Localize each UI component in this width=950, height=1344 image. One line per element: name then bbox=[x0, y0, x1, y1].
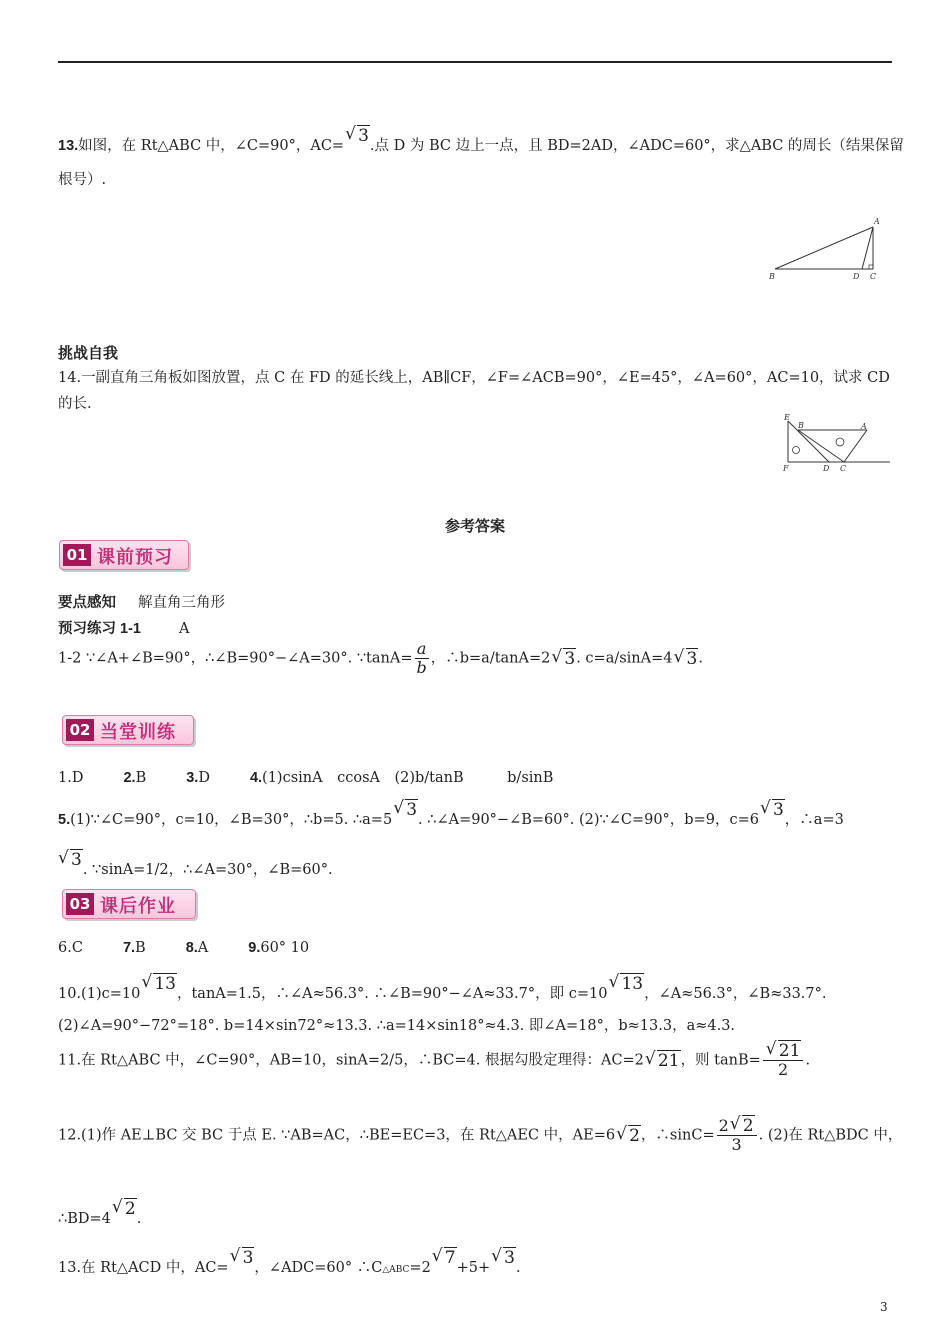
text: ，∠ADC=60° ∴C bbox=[254, 1260, 383, 1276]
fraction: $\frac{a}{b}$ bbox=[416, 639, 427, 677]
sqrt: √ 3 bbox=[345, 126, 370, 146]
homework-answer-10-part2: (2)∠A=90°−72°=18°. b=14×sin72°≈13.3. ∴a=14×sin18°≈4.3. 即∠A=18°，b≈13.3，a≈4.3. bbox=[58, 1018, 736, 1034]
homework-answers-6-9 bbox=[58, 940, 309, 956]
section-badge-01 bbox=[59, 540, 189, 570]
figure-13 bbox=[765, 215, 890, 285]
answer-2: B bbox=[135, 770, 147, 786]
label-A: A bbox=[861, 422, 867, 431]
number: 5. bbox=[58, 812, 71, 828]
number: 8. bbox=[185, 940, 198, 956]
question-number: 13. bbox=[58, 138, 79, 154]
text: ∴BD=4 bbox=[58, 1211, 111, 1227]
section-badge-02 bbox=[62, 715, 194, 745]
answer-3: D bbox=[198, 770, 210, 786]
text: ，tanA=1.5，∴∠A≈56.3°. ∴∠B=90°−∠A≈33.7°，即 c=10 bbox=[176, 986, 608, 1002]
badge-title: 课后作业 bbox=[100, 896, 176, 917]
label-D: D bbox=[853, 272, 860, 281]
sqrt: √ 2 bbox=[616, 1127, 641, 1145]
answer-8: A bbox=[197, 940, 209, 956]
badge-number: 02 bbox=[66, 719, 94, 741]
sqrt: √ 13 bbox=[141, 974, 177, 994]
text: . bbox=[805, 1052, 811, 1069]
section-badge-03 bbox=[62, 889, 196, 919]
homework-answer-13 bbox=[58, 1248, 521, 1277]
page-number: 3 bbox=[880, 1300, 888, 1314]
question-13 bbox=[58, 126, 904, 155]
number: 2. bbox=[123, 770, 136, 786]
sqrt: √ 3 bbox=[491, 1248, 516, 1268]
answer-9: 60° 10 bbox=[260, 940, 310, 956]
text: +5+ bbox=[456, 1260, 491, 1276]
text: . bbox=[136, 1211, 142, 1227]
subscript: △ABC bbox=[382, 1265, 410, 1275]
label-C: C bbox=[870, 272, 877, 281]
text: . ∵sinA=1/2，∴∠A=30°，∠B=60°. bbox=[82, 862, 333, 878]
sqrt: √ 3 bbox=[393, 800, 418, 820]
question-14-cont: 的长. bbox=[58, 396, 92, 412]
value: 解直角三角形 bbox=[138, 595, 225, 611]
badge-title: 当堂训练 bbox=[100, 722, 176, 743]
label: 要点感知 bbox=[58, 595, 116, 611]
text: ，∠A≈56.3°，∠B≈33.7°. bbox=[644, 986, 827, 1002]
text: 11.在 Rt△ABC 中，∠C=90°，AB=10，sinA=2/5，∴BC=4. 根据勾股定理得：AC=2 bbox=[58, 1052, 644, 1069]
question-text: 如图，在 Rt△ABC 中，∠C=90°，AC= bbox=[78, 138, 345, 154]
challenge-heading: 挑战自我 bbox=[58, 345, 119, 362]
class-answers-1-4 bbox=[58, 766, 553, 787]
label: 预习练习 1-1 bbox=[58, 621, 141, 637]
label-D: D bbox=[823, 464, 830, 473]
value: A bbox=[179, 621, 190, 637]
sqrt: √ 3 bbox=[58, 850, 83, 870]
homework-answer-12 bbox=[58, 1117, 902, 1154]
text: ，∴a=3 bbox=[784, 812, 844, 828]
answer-4: (1)csinA ccosA (2)b/tanB b/sinB bbox=[262, 770, 554, 786]
class-answer-5-cont bbox=[58, 850, 333, 879]
text: 10.(1)c=10 bbox=[58, 986, 141, 1002]
text: . (2)在 Rt△BDC 中， bbox=[758, 1127, 903, 1144]
answer-7: B bbox=[135, 940, 146, 956]
label-A: A bbox=[874, 217, 880, 226]
text: . c=a/sinA=4 bbox=[576, 650, 673, 667]
homework-answer-12-cont bbox=[58, 1199, 141, 1227]
label-B: B bbox=[798, 421, 804, 430]
answer-1-2 bbox=[58, 640, 703, 677]
header-rule bbox=[58, 61, 892, 63]
text: . bbox=[515, 1260, 521, 1276]
text: 13.在 Rt△ACD 中，AC= bbox=[58, 1260, 229, 1276]
badge-title: 课前预习 bbox=[97, 547, 173, 568]
homework-answer-10 bbox=[58, 974, 826, 1003]
number: 7. bbox=[122, 940, 136, 956]
text: 12.(1)作 AE⊥BC 交 BC 于点 E. ∵AB=AC，∴BE=EC=3，在 Rt△AEC 中，AE=6 bbox=[58, 1127, 616, 1144]
answer-6: 6.C bbox=[58, 940, 83, 956]
answer-1: 1.D bbox=[58, 770, 84, 786]
key-points bbox=[58, 591, 225, 612]
badge-number: 01 bbox=[63, 544, 91, 566]
answers-title: 参考答案 bbox=[444, 518, 505, 535]
number: 4. bbox=[249, 770, 263, 786]
question-text: .点 D 为 BC 边上一点，且 BD=2AD，∠ADC=60°，求△ABC 的周长（结果保留 bbox=[369, 138, 904, 154]
sqrt: √ 3 bbox=[551, 650, 576, 668]
number: 3. bbox=[186, 770, 199, 786]
fraction: $\frac{2√ 2}{3}$ bbox=[717, 1117, 757, 1154]
text: =2 bbox=[409, 1260, 431, 1276]
sqrt: √ 3 bbox=[674, 650, 699, 668]
label-C: C bbox=[840, 464, 847, 473]
question-13-cont: 根号）. bbox=[58, 172, 107, 188]
figure-14 bbox=[780, 413, 895, 475]
class-answer-5 bbox=[58, 800, 844, 829]
question-14: 14.一副直角三角板如图放置，点 C 在 FD 的延长线上，AB∥CF，∠F=∠ACB=90°，∠E=45°，∠A=60°，AC=10，试求 CD bbox=[58, 370, 890, 386]
sqrt: √ 13 bbox=[608, 974, 644, 994]
text: ，∴sinC= bbox=[640, 1127, 715, 1144]
sqrt: √ 21 bbox=[645, 1052, 681, 1070]
number: 9. bbox=[248, 940, 261, 956]
fraction: √ $\frac{21}{2}$ bbox=[763, 1042, 804, 1079]
badge-number: 03 bbox=[66, 893, 94, 915]
label-B: B bbox=[769, 272, 775, 281]
homework-answer-11 bbox=[58, 1042, 810, 1079]
sqrt: √ 3 bbox=[760, 800, 785, 820]
text: ，则 tanB= bbox=[680, 1052, 761, 1069]
sqrt: √ 7 bbox=[432, 1248, 457, 1268]
label-F: F bbox=[783, 464, 789, 473]
text: ，∴b=a/tanA=2 bbox=[430, 650, 551, 667]
sqrt: √ 3 bbox=[230, 1248, 255, 1268]
preview-exercise bbox=[58, 617, 189, 638]
label-E: E bbox=[784, 413, 790, 422]
sqrt: √ 2 bbox=[112, 1199, 137, 1219]
text: . ∴∠A=90°−∠B=60°. (2)∵∠C=90°，b=9，c=6 bbox=[418, 812, 759, 828]
text: (1)∵∠C=90°，c=10，∠B=30°，∴b=5. ∴a=5 bbox=[70, 812, 393, 828]
text: . bbox=[698, 650, 703, 667]
text: 1-2 ∵∠A+∠B=90°，∴∠B=90°−∠A=30°. ∵tanA= bbox=[58, 650, 413, 667]
